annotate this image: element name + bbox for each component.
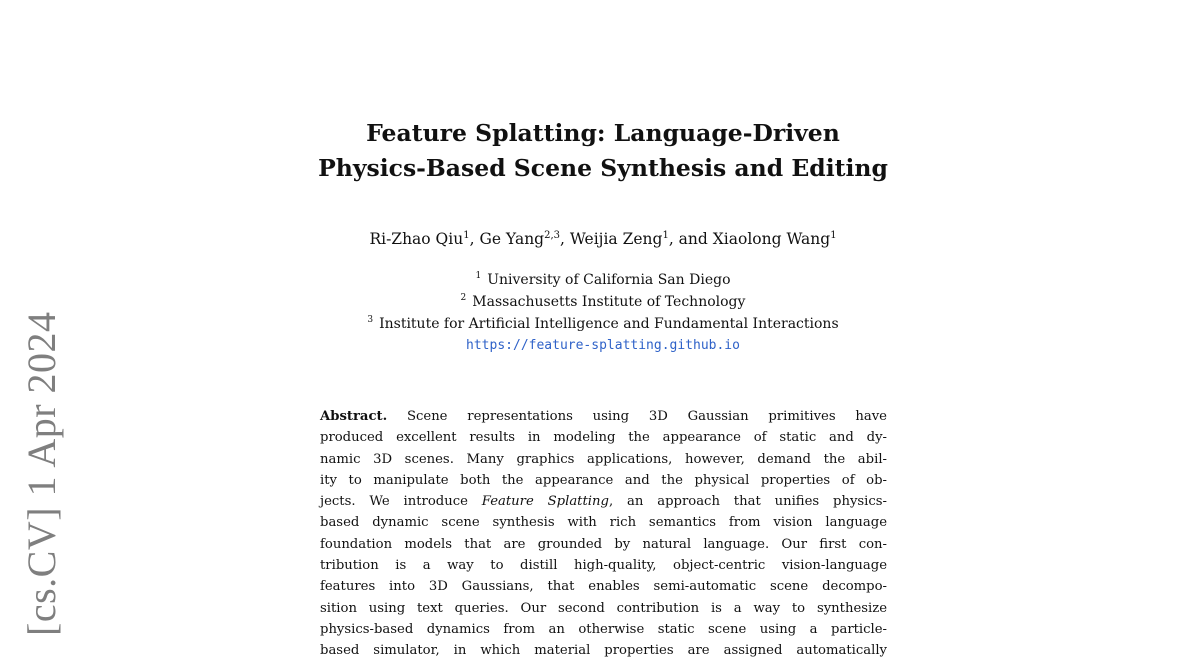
abstract-line: produced excellent results in modeling the appearance of static and dy- [320, 430, 887, 446]
affiliation-text: University of California San Diego [487, 272, 731, 288]
method-name: Feature Splatting [481, 494, 609, 510]
author-affiliation-mark: 1 [662, 230, 669, 241]
abstract-line: physics-based dynamics from an otherwise static scene using a particle- [320, 621, 887, 637]
author-affiliation-mark: 1 [830, 230, 837, 241]
arxiv-stamp: [cs.CV] 1 Apr 2024 [19, 311, 64, 636]
affiliation-text: Institute for Artificial Intelligence and Fundamental Interactions [379, 316, 839, 332]
abstract-label: Abstract. [320, 409, 388, 424]
author-name: Ge Yang [479, 230, 545, 248]
abstract-line: jects. We introduce Feature Splatting, an approach that unifies physics- [320, 494, 888, 510]
abstract-line: tribution is a way to distill high-quality, object-centric vision-language [320, 558, 887, 574]
author-affiliation-mark: 2,3 [544, 230, 561, 241]
abstract [320, 406, 887, 662]
author-list [280, 228, 926, 250]
affiliation-mark: 2 [460, 293, 467, 303]
author-name: Ri-Zhao Qiu [369, 230, 464, 248]
affiliation-2 [280, 292, 926, 312]
author-separator: , [560, 230, 570, 248]
author-separator: , and [668, 230, 713, 248]
abstract-line: based simulator, in which material properties are assigned automatically [320, 643, 887, 659]
project-url-link[interactable]: https://feature-splatting.github.io [466, 338, 740, 353]
title-line-2: Physics-Based Scene Synthesis and Editing [318, 154, 888, 182]
affiliation-3 [280, 314, 926, 334]
author-affiliation-mark: 1 [463, 230, 470, 241]
affiliation-text: Massachusetts Institute of Technology [472, 294, 746, 310]
abstract-line: namic 3D scenes. Many graphics applications, however, demand the abil- [320, 451, 887, 467]
author-name: Xiaolong Wang [712, 230, 831, 248]
affiliation-1 [280, 270, 926, 290]
author-name: Weijia Zeng [569, 230, 663, 248]
affiliation-mark: 3 [367, 315, 374, 325]
paper-title [280, 116, 926, 186]
abstract-line: foundation models that are grounded by natural language. Our first con- [320, 536, 887, 552]
abstract-line: ity to manipulate both the appearance and the physical properties of ob- [320, 472, 887, 488]
abstract-line: features into 3D Gaussians, that enables semi-automatic scene decompo- [320, 579, 887, 595]
author-separator: , [469, 230, 480, 248]
affiliation-mark: 1 [475, 271, 482, 281]
abstract-line: Abstract. Scene representations using 3D Gaussian primitives have [320, 409, 887, 424]
abstract-line: sition using text queries. Our second contribution is a way to synthesize [320, 600, 887, 616]
abstract-line: based dynamic scene synthesis with rich semantics from vision language [320, 515, 887, 531]
title-line-1: Feature Splatting: Language-Driven [366, 119, 840, 147]
